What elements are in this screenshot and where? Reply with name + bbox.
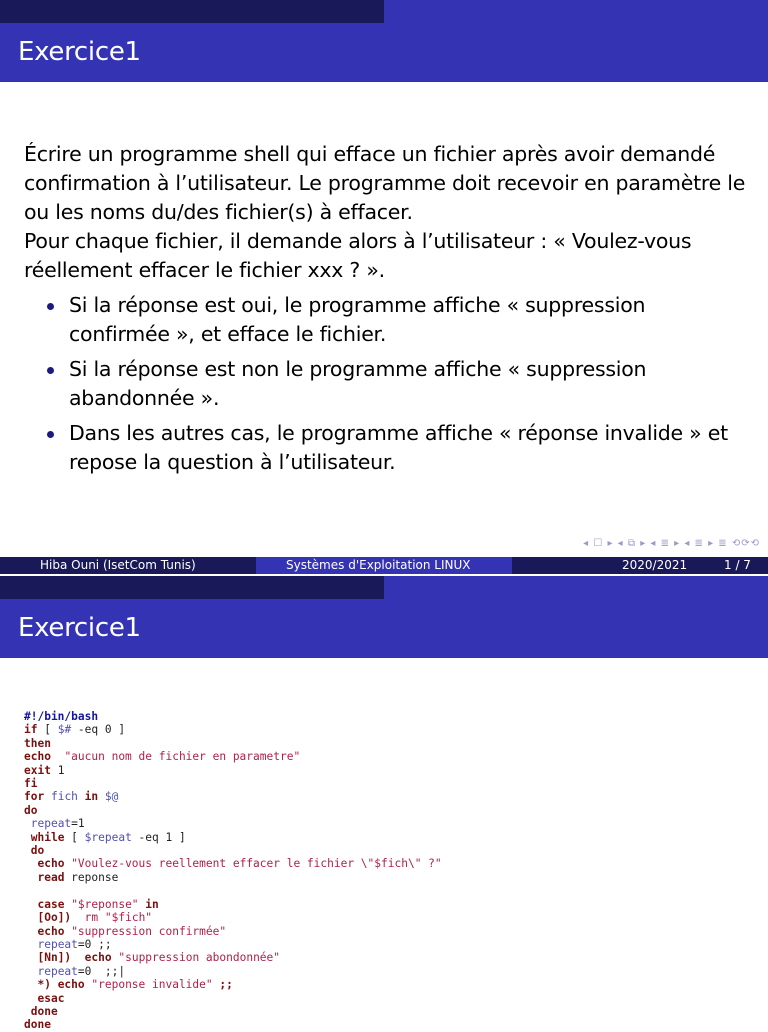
code-line [24,790,442,803]
title-bar [0,599,768,658]
code-token: $@ [104,790,119,804]
beamer-navigation-icons[interactable]: ◂ ☐ ▸ ◂ ⧉ ▸ ◂ ≣ ▸ ◂ ≣ ▸ ≣ ⟲⟳⟲ [583,538,760,549]
exercise-statement [24,140,749,483]
code-line [24,925,442,938]
code-token: "aucun nom de fichier en parametre" [64,750,301,764]
code-token: echo [24,750,51,764]
code-token: while [30,830,65,844]
code-token: then [24,736,51,750]
code-token: -eq 1 ] [131,830,186,844]
footer-year: 2020/2021 [622,558,688,572]
code-token [71,911,84,924]
code-token: in [84,790,99,804]
slide-footer [0,557,768,574]
code-token [78,790,85,803]
code-token: "$fich" [104,911,153,925]
code-token: do [30,844,45,858]
code-token: reponse [64,870,119,884]
code-line [24,804,442,817]
code-token: in [145,897,159,911]
code-token: [ [37,723,58,737]
bullet-text: Dans les autres cas, le programme affiche « réponse invalide » et repose la question à l’utilisateur. [69,421,728,474]
code-line [24,938,442,951]
footer-course: Systèmes d'Exploitation LINUX [286,558,471,572]
code-token [24,831,31,844]
code-token: esac [37,991,65,1005]
header-strip-dark [0,0,384,23]
code-line [24,898,442,911]
code-token [51,750,64,763]
bullet-item [24,291,749,349]
bullet-item [24,419,749,477]
code-token: echo [84,951,112,965]
footer-page-number: 1 / 7 [724,558,751,572]
code-line [24,1018,442,1031]
code-token [24,938,37,951]
code-token: [Nn]) [37,951,72,965]
code-token: fich [50,790,78,804]
code-line [24,817,442,830]
code-token [24,857,37,870]
code-token [98,911,105,924]
code-token: $repeat [84,830,132,844]
code-token [24,965,37,978]
code-token [24,1005,31,1018]
bullet-item [24,355,749,413]
code-token [71,951,84,964]
code-token: exit [24,763,51,777]
code-token: -eq 0 ] [71,723,126,737]
code-token: done [30,1004,58,1018]
code-token: 1 [50,763,65,777]
slide-title: Exercice1 [18,613,141,643]
statement-paragraph: Pour chaque fichier, il demande alors à l’utilisateur : « Voulez-vous réellement effacer le fichier xxx ? ». [24,229,692,282]
code-line [24,723,442,736]
code-line [24,965,442,978]
code-token: "$reponse" [71,897,139,911]
slide-title: Exercice1 [18,37,141,67]
bullet-list [24,291,749,477]
code-token: $# [57,723,72,737]
code-token [24,951,37,964]
code-line [24,764,442,777]
code-token: echo [37,857,65,871]
code-token [24,817,31,830]
bash-code-listing [24,710,442,1032]
code-line [24,911,442,924]
code-token [98,790,105,803]
code-token: *) echo [37,978,85,992]
code-line [24,1005,442,1018]
code-token: do [24,803,38,817]
slide-2 [0,576,768,1032]
code-token: =1 [71,817,85,831]
code-line [24,710,442,723]
code-token [24,978,37,991]
code-token: repeat [30,817,72,831]
code-token [24,992,37,1005]
code-token: [ [64,830,85,844]
bullet-icon [47,431,54,438]
code-token: fi [24,777,38,791]
code-line [24,978,442,991]
code-token [24,911,37,924]
code-token: read [37,870,65,884]
code-line [24,951,442,964]
code-line [24,871,442,884]
code-token: for [24,790,45,804]
code-line [24,844,442,857]
code-token [24,925,37,938]
code-token: "suppression abondonnée" [118,951,281,965]
code-line [24,857,442,870]
bullet-icon [47,367,54,374]
code-token: [Oo]) [37,911,72,925]
code-token: #!/bin/bash [24,710,99,723]
code-token: "suppression confirmée" [71,924,227,938]
code-line [24,777,442,790]
code-token: "reponse invalide" [91,978,213,992]
slide-header-strip [0,0,768,23]
code-token [24,898,37,911]
code-line [24,884,442,897]
bullet-text: Si la réponse est oui, le programme affiche « suppression confirmée », et efface le fichier. [69,293,646,346]
bullet-text: Si la réponse est non le programme affiche « suppression abandonnée ». [69,357,647,410]
code-token: repeat [37,964,78,978]
title-bar [0,23,768,82]
code-line [24,831,442,844]
slide-header-strip [0,576,768,599]
code-token [44,790,51,803]
code-token: case [37,897,65,911]
code-token [24,844,31,857]
footer-author: Hiba Ouni (IsetCom Tunis) [40,558,196,572]
code-token: =0 ;; [77,937,112,951]
code-token: done [24,1018,51,1032]
header-strip-dark [0,576,384,599]
code-token: ;; [212,978,233,992]
code-token: =0 ;;| [77,964,126,978]
code-token: echo [37,924,65,938]
code-line [24,737,442,750]
code-token: rm [84,911,99,925]
code-token: repeat [37,937,78,951]
code-token: if [24,723,38,737]
code-token [24,871,37,884]
code-line [24,750,442,763]
code-line [24,992,442,1005]
bullet-icon [47,303,54,310]
code-token: "Voulez-vous reellement effacer le fichier \"$fich\" ?" [71,857,442,871]
statement-paragraph: Écrire un programme shell qui efface un fichier après avoir demandé confirmation à l’utilisateur. Le programme doit recevoir en paramètre le ou les noms du/des fichier(s) à effacer. [24,142,746,224]
